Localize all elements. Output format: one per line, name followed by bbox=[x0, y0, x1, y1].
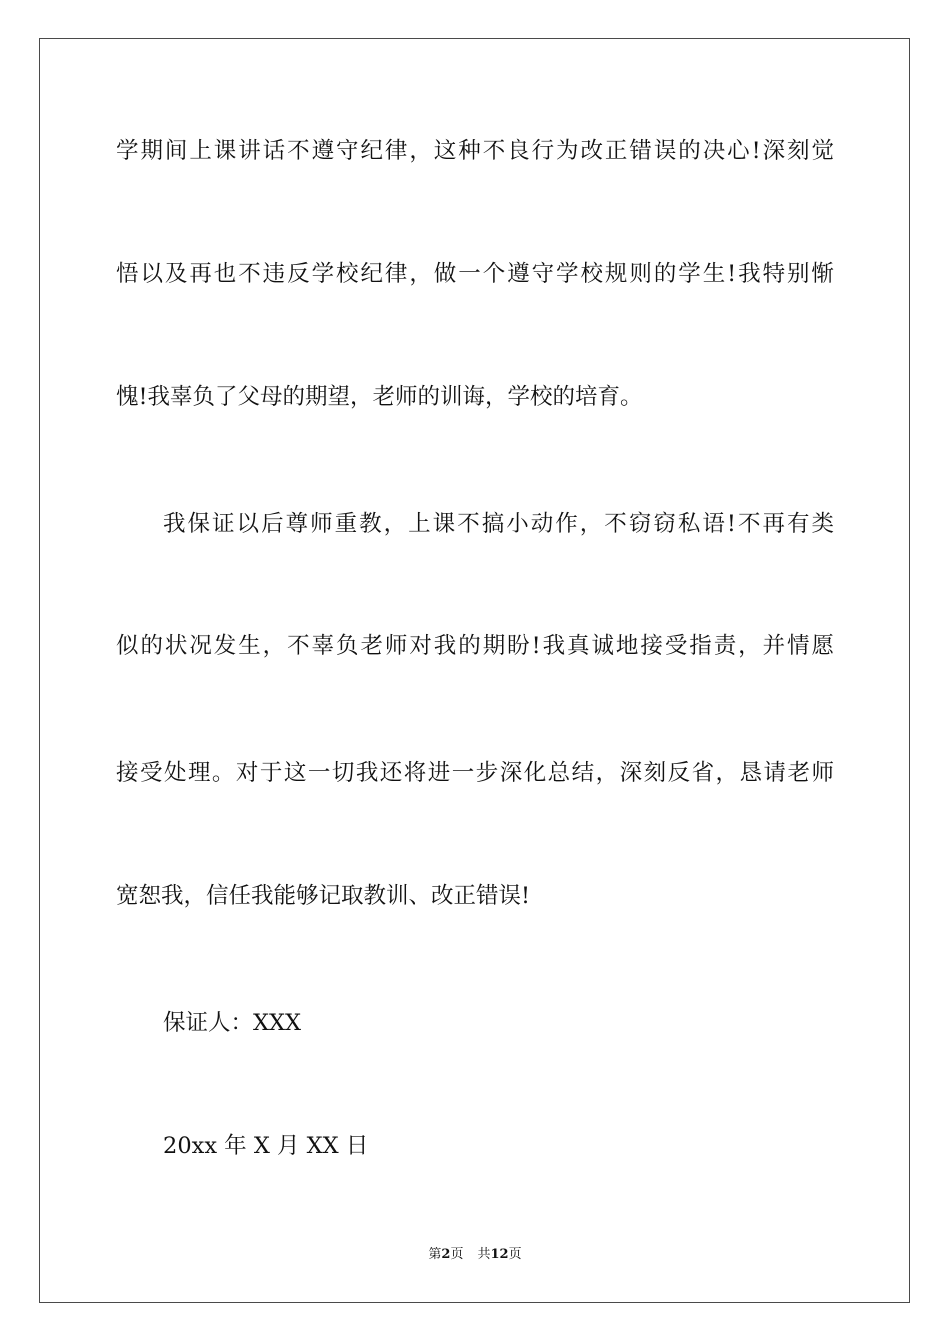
paragraph-1-line-2: 悟以及再也不违反学校纪律，做一个遵守学校规则的学生!我特别惭 bbox=[116, 261, 834, 287]
paragraph-2-line-4: 宽恕我，信任我能够记取教训、改正错误! bbox=[116, 883, 531, 909]
total-suffix: 页 bbox=[508, 1247, 522, 1262]
current-page-number: 2 bbox=[441, 1247, 451, 1262]
paragraph-2-line-2: 似的状况发生，不辜负老师对我的期盼!我真诚地接受指责，并情愿 bbox=[116, 633, 834, 659]
page-border bbox=[39, 38, 910, 1303]
paragraph-2-line-1: 我保证以后尊师重教，上课不搞小动作，不窃窃私语!不再有类 bbox=[163, 511, 834, 537]
page-footer bbox=[0, 1246, 950, 1264]
page-prefix: 第 bbox=[428, 1247, 442, 1262]
total-prefix: 共 bbox=[477, 1247, 491, 1262]
document-date: 20xx 年 X 月 XX 日 bbox=[163, 1133, 369, 1159]
paragraph-1-line-3: 愧!我辜负了父母的期望，老师的训诲，学校的培育。 bbox=[116, 384, 643, 410]
guarantor-signature: 保证人：XXX bbox=[163, 1010, 302, 1036]
paragraph-2-line-3: 接受处理。对于这一切我还将进一步深化总结，深刻反省，恳请老师 bbox=[116, 760, 834, 786]
total-pages-number: 12 bbox=[490, 1247, 509, 1262]
page-suffix: 页 bbox=[450, 1247, 464, 1262]
paragraph-1-line-1: 学期间上课讲话不遵守纪律，这种不良行为改正错误的决心!深刻觉 bbox=[116, 138, 834, 164]
